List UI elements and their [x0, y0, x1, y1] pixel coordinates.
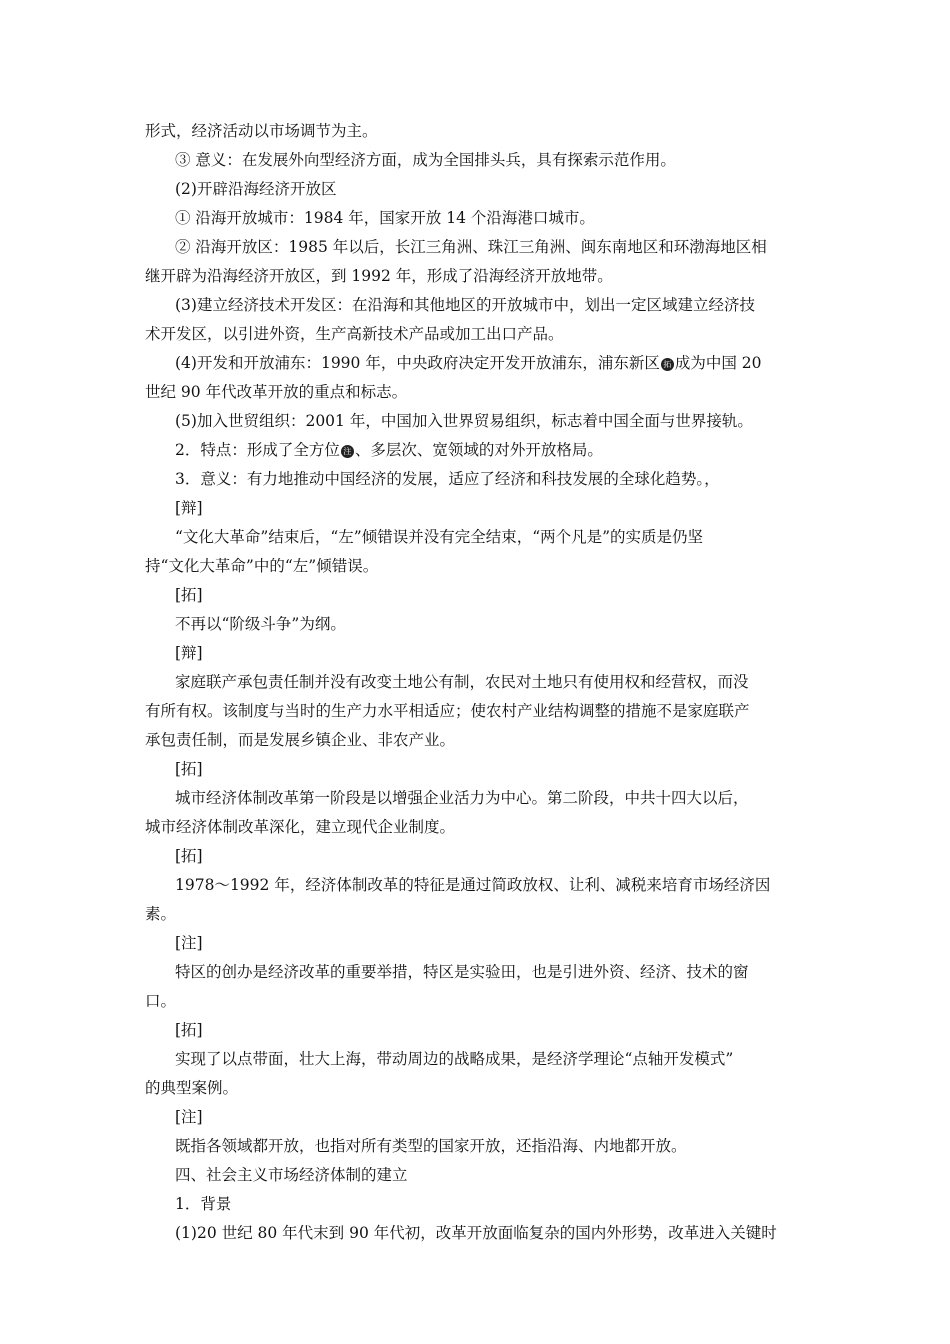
- text-segment: (4)开发和开放浦东：1990 年，中央政府决定开发开放浦东，浦东新区: [175, 354, 660, 372]
- section-heading: 四、社会主义市场经济体制的建立: [175, 1166, 408, 1184]
- text-line: (3)建立经济技术开发区：在沿海和其他地区的开放城市中，划出一定区域建立经济技: [175, 296, 755, 314]
- text-line: 素。: [145, 905, 177, 923]
- note-tag: [注]: [175, 1108, 203, 1126]
- text-line: 家庭联产承包责任制并没有改变土地公有制，农民对土地只有使用权和经营权，而没: [175, 673, 749, 691]
- text-line: 术开发区，以引进外资，生产高新技术产品或加工出口产品。: [145, 325, 564, 343]
- text-line: 持“文化大革命”中的“左”倾错误。: [145, 557, 379, 575]
- text-line: 的典型案例。: [145, 1079, 239, 1097]
- text-line: (1)20 世纪 80 年代末到 90 年代初，改革开放面临复杂的国内外形势，改革进入关键时: [175, 1224, 777, 1242]
- text-line: 城市经济体制改革深化，建立现代企业制度。: [145, 818, 456, 836]
- note-tag: [辩]: [175, 644, 203, 662]
- text-line: ② 沿海开放区：1985 年以后，长江三角洲、珠江三角洲、闽东南地区和环渤海地区相: [175, 238, 767, 256]
- text-line: 继开辟为沿海经济开放区，到 1992 年，形成了沿海经济开放地带。: [145, 267, 613, 285]
- text-line: 实现了以点带面，壮大上海，带动周边的战略成果，是经济学理论“点轴开发模式”: [175, 1050, 734, 1068]
- subheading: 1．背景: [175, 1195, 232, 1213]
- note-tag: [拓]: [175, 1021, 203, 1039]
- text-segment: 、多层次、宽领域的对外开放格局。: [354, 441, 603, 459]
- text-line: “文化大革命”结束后，“左”倾错误并没有完全结束，“两个凡是”的实质是仍坚: [175, 528, 704, 546]
- text-line: 承包责任制，而是发展乡镇企业、非农产业。: [145, 731, 456, 749]
- text-line: 有所有权。该制度与当时的生产力水平相适应；使农村产业结构调整的措施不是家庭联产: [145, 702, 750, 720]
- annotation-marker-icon[interactable]: 注: [341, 445, 354, 458]
- note-tag: [拓]: [175, 847, 203, 865]
- text-line: 既指各领域都开放，也指对所有类型的国家开放，还指沿海、内地都开放。: [175, 1137, 687, 1155]
- text-line: 不再以“阶级斗争”为纲。: [175, 615, 346, 633]
- text-line: ③ 意义：在发展外向型经济方面，成为全国排头兵，具有探索示范作用。: [175, 151, 676, 169]
- note-tag: [辩]: [175, 499, 203, 517]
- text-line: 城市经济体制改革第一阶段是以增强企业活力为中心。第二阶段，中共十四大以后，: [175, 789, 749, 807]
- note-tag: [拓]: [175, 586, 203, 604]
- text-segment: 2．特点：形成了全方位: [175, 441, 340, 459]
- text-line: [175, 440, 603, 460]
- annotation-marker-icon[interactable]: 拓: [661, 358, 674, 371]
- text-line: ① 沿海开放城市：1984 年，国家开放 14 个沿海港口城市。: [175, 209, 595, 227]
- subheading: (2)开辟沿海经济开放区: [175, 180, 337, 198]
- text-segment: 成为中国 20: [674, 354, 762, 372]
- note-tag: [注]: [175, 934, 203, 952]
- text-line: 世纪 90 年代改革开放的重点和标志。: [145, 383, 408, 401]
- text-line: [175, 353, 762, 373]
- text-line: 口。: [145, 992, 177, 1010]
- text-line: 1978～1992 年，经济体制改革的特征是通过简政放权、让利、减税来培育市场经济因: [175, 876, 771, 894]
- text-line: 特区的创办是经济改革的重要举措，特区是实验田，也是引进外资、经济、技术的窗: [175, 963, 749, 981]
- text-line: 形式，经济活动以市场调节为主。: [145, 122, 378, 140]
- note-tag: [拓]: [175, 760, 203, 778]
- text-line: (5)加入世贸组织：2001 年，中国加入世界贸易组织，标志着中国全面与世界接轨。: [175, 412, 753, 430]
- text-line: 3．意义：有力地推动中国经济的发展，适应了经济和科技发展的全球化趋势。，: [175, 470, 720, 488]
